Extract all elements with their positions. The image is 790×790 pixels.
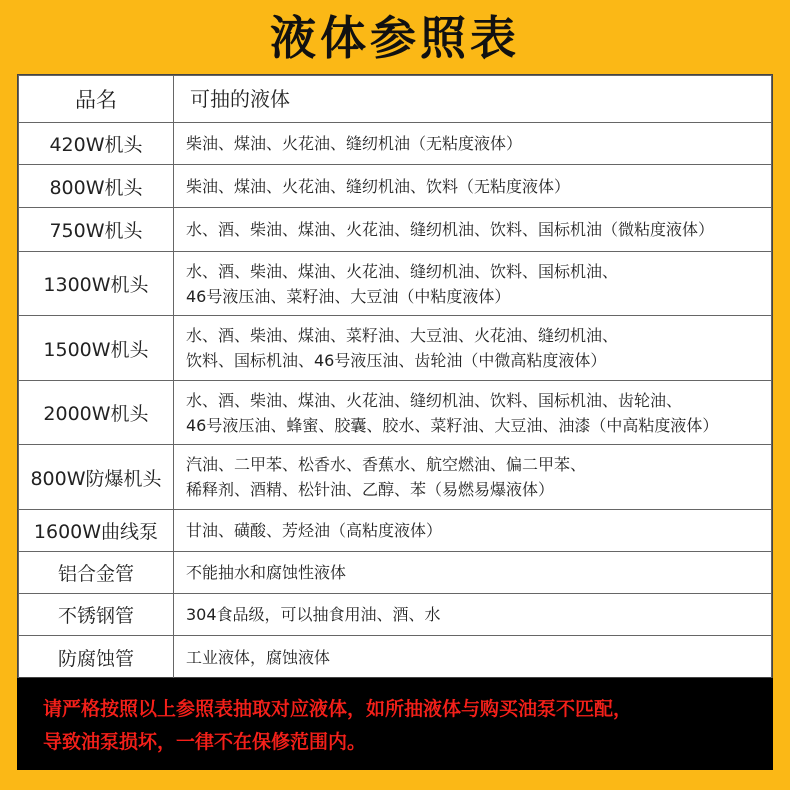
liquids-line: 水、酒、柴油、煤油、火花油、缝纫机油、饮料、国标机油、 <box>186 261 619 281</box>
table-row <box>19 252 772 316</box>
product-name-cell: 防腐蚀管 <box>19 636 174 679</box>
liquids-line: 46号液压油、菜籽油、大豆油（中粘度液体） <box>186 286 511 306</box>
table-row <box>19 445 772 510</box>
liquids-line: 304食品级，可以抽食用油、酒、水 <box>186 605 441 624</box>
liquids-cell <box>174 445 772 510</box>
table-header-row <box>19 76 772 123</box>
liquids-line: 甘油、磺酸、芳烃油（高粘度液体） <box>186 521 443 540</box>
liquids-line: 工业液体，腐蚀液体 <box>186 647 331 667</box>
liquids-line: 柴油、煤油、火花油、缝纫机油、饮料（无粘度液体） <box>186 176 571 196</box>
product-name-cell: 1500W机头 <box>19 316 174 381</box>
liquids-cell <box>174 123 772 165</box>
liquids-cell <box>174 208 772 252</box>
header-liquids-cell: 可抽的液体 <box>174 76 772 123</box>
liquids-cell <box>174 252 772 316</box>
liquids-cell <box>174 594 772 636</box>
product-name-cell: 800W机头 <box>19 165 174 208</box>
liquids-cell <box>174 636 772 679</box>
liquids-line: 汽油、二甲苯、松香水、香蕉水、航空燃油、偏二甲苯、 <box>186 455 587 474</box>
liquids-line: 水、酒、柴油、煤油、火花油、缝纫机油、饮料、国标机油（微粘度液体） <box>186 220 715 239</box>
warning-notice <box>17 678 773 770</box>
liquids-line: 稀释剂、酒精、松针油、乙醇、苯（易燃易爆液体） <box>186 480 555 499</box>
header-name-cell: 品名 <box>19 76 174 123</box>
liquids-cell <box>174 552 772 594</box>
liquids-cell <box>174 316 772 381</box>
product-name-cell: 1600W曲线泵 <box>19 510 174 552</box>
product-name-cell: 750W机头 <box>19 208 174 252</box>
liquids-cell <box>174 381 772 445</box>
table-row <box>19 594 772 636</box>
table-row <box>19 552 772 594</box>
table-row <box>19 165 772 208</box>
liquid-reference-table <box>17 74 773 678</box>
liquids-line: 柴油、煤油、火花油、缝纫机油（无粘度液体） <box>186 134 523 153</box>
liquids-line: 46号液压油、蜂蜜、胶囊、胶水、菜籽油、大豆油、油漆（中高粘度液体） <box>186 415 719 435</box>
liquids-cell <box>174 510 772 552</box>
liquids-line: 饮料、国标机油、46号液压油、齿轮油（中微高粘度液体） <box>186 351 607 370</box>
liquids-cell <box>174 165 772 208</box>
table-row <box>19 636 772 679</box>
product-name-cell: 2000W机头 <box>19 381 174 445</box>
table-row <box>19 316 772 381</box>
notice-line-1: 请严格按照以上参照表抽取对应液体，如所抽液体与购买油泵不匹配， <box>43 698 633 720</box>
product-name-cell: 铝合金管 <box>19 552 174 594</box>
table-row <box>19 510 772 552</box>
table-row <box>19 123 772 165</box>
product-name-cell: 800W防爆机头 <box>19 445 174 510</box>
product-name-cell: 不锈钢管 <box>19 594 174 636</box>
notice-line-2: 导致油泵损坏，一律不在保修范围内。 <box>43 731 367 753</box>
table-row <box>19 208 772 252</box>
liquids-line: 水、酒、柴油、煤油、菜籽油、大豆油、火花油、缝纫机油、 <box>186 326 619 345</box>
table-row <box>19 381 772 445</box>
page-title: 液体参照表 <box>270 11 520 65</box>
liquids-line: 不能抽水和腐蚀性液体 <box>186 563 347 582</box>
product-name-cell: 1300W机头 <box>19 252 174 316</box>
liquids-line: 水、酒、柴油、煤油、火花油、缝纫机油、饮料、国标机油、齿轮油、 <box>186 390 683 410</box>
product-name-cell: 420W机头 <box>19 123 174 165</box>
